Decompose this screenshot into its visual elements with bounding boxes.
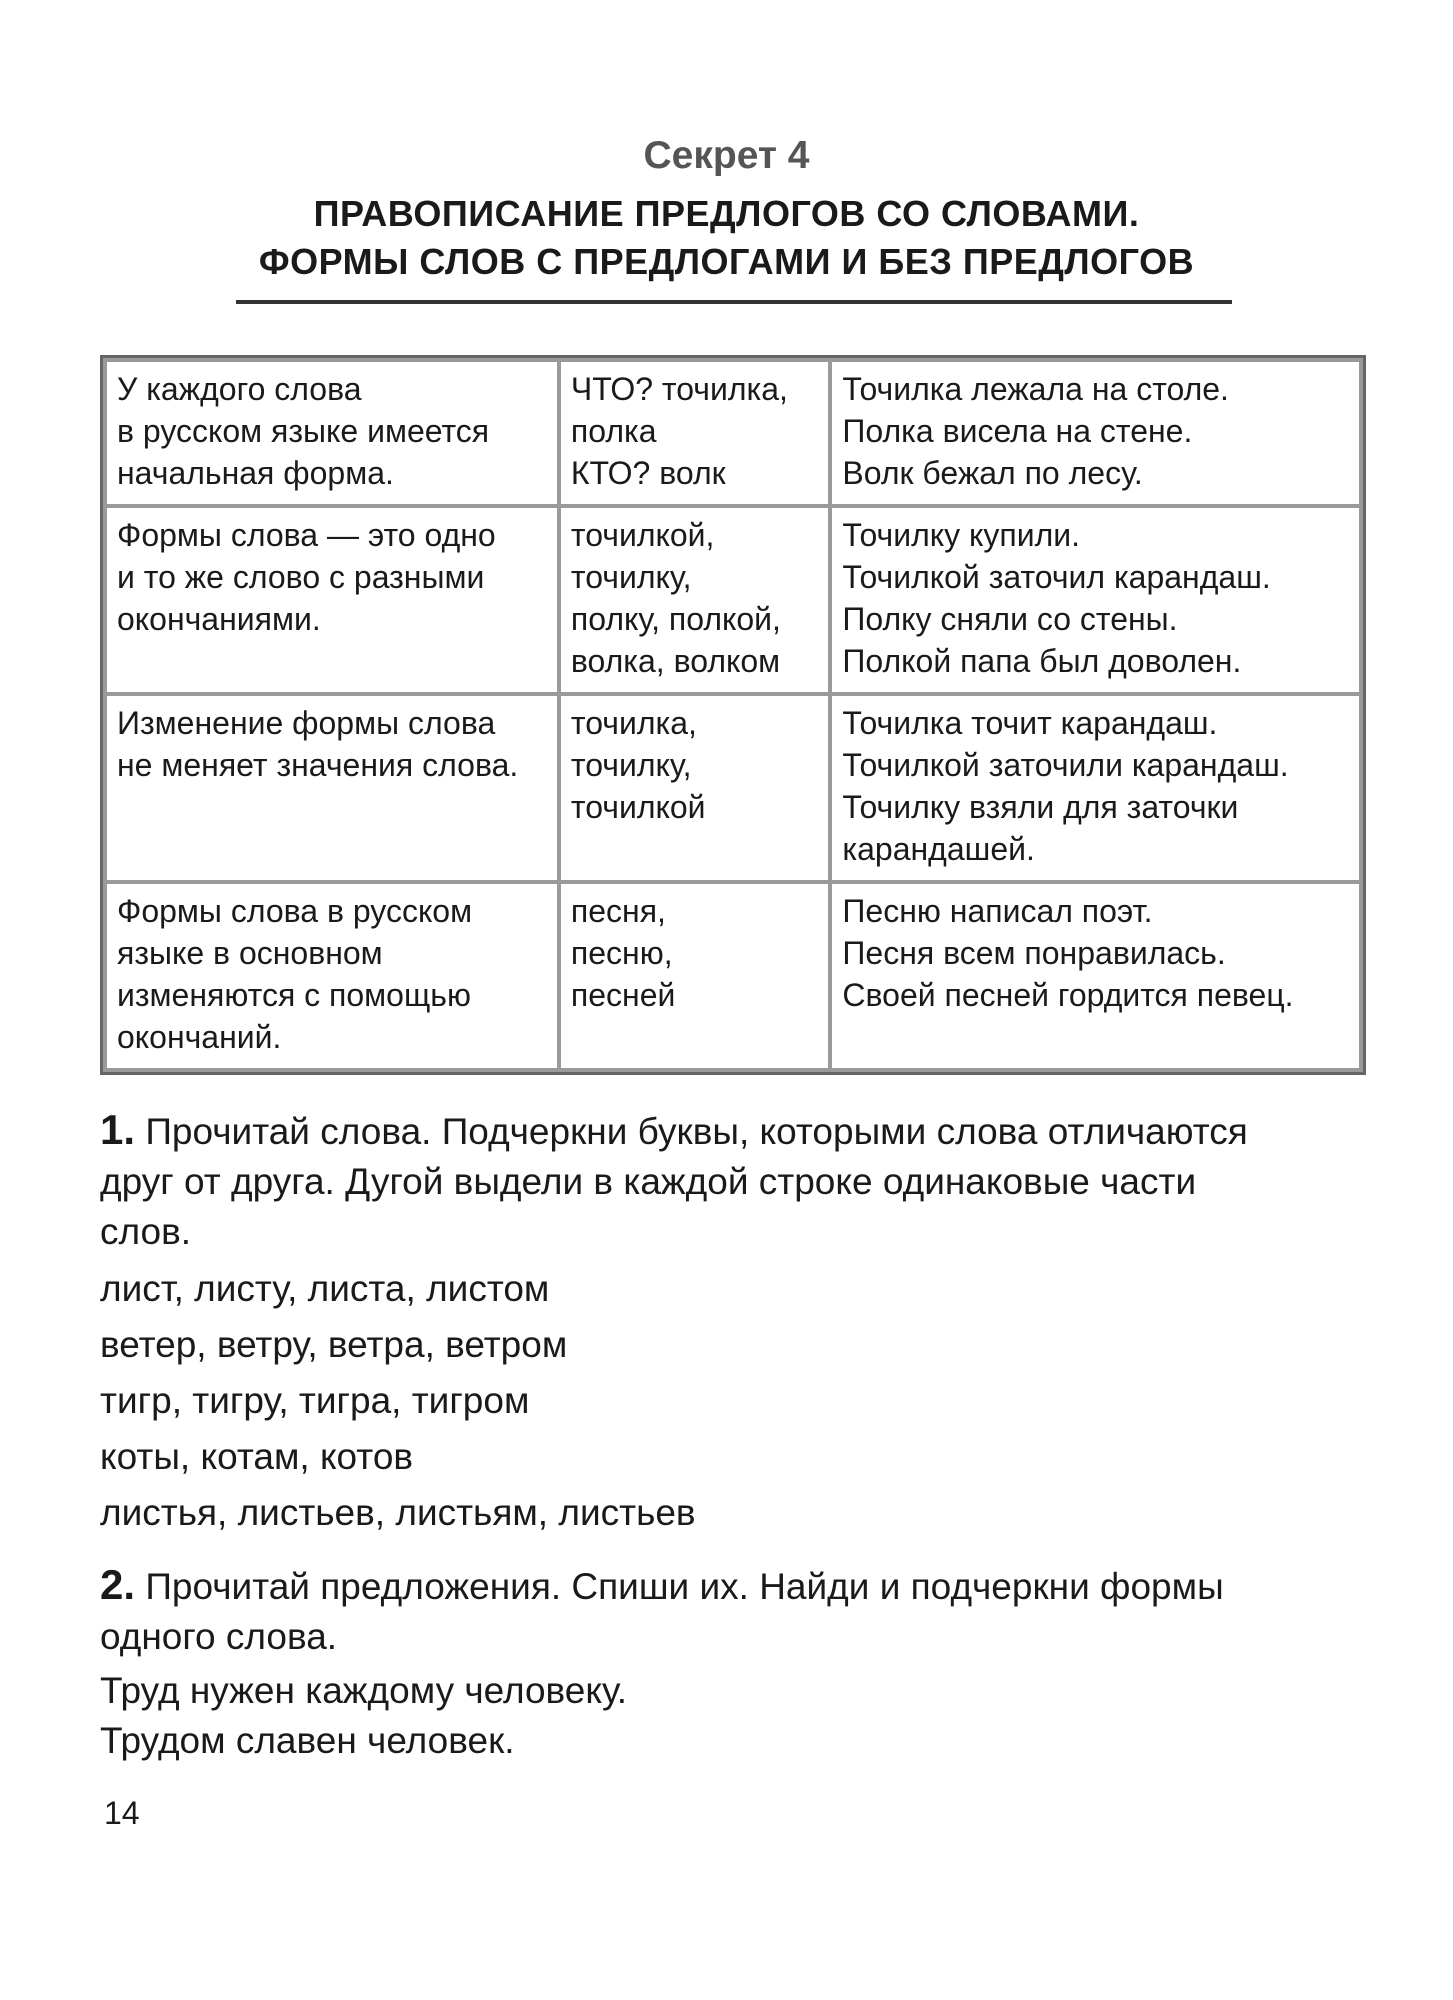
rules-table [100,355,1366,1075]
list-item: ветер, ветру, ветра, ветром [100,1324,568,1365]
forms-cell: точилка, точилку, точилкой [561,696,829,880]
list-item: коты, котам, котов [100,1436,414,1477]
title-underline [236,300,1232,304]
task-number: 2. [100,1561,136,1608]
rule-cell: У каждого слова в русском языке имеется начальная форма. [107,362,557,504]
examples-cell: Точилка точит карандаш. Точилкой заточили карандаш. Точилку взяли для заточки карандашей. [832,696,1359,880]
rule-cell: Изменение формы слова не меняет значения слова. [107,696,557,880]
task-1-instruction: 1. Прочитай слова. Подчеркни буквы, которыми слова отличаются друг от друга. Дугой выдели в каждой строке одинаковые части слов. [100,1106,1248,1252]
examples-cell: Точилка лежала на столе. Полка висела на стене. Волк бежал по лесу. [832,362,1359,504]
forms-cell: точилкой, точилку, полку, полкой, волка, волком [561,508,829,692]
rule-cell: Формы слова в русском языке в основном изменяются с помощью окончаний. [107,884,557,1068]
secret-label: Секрет 4 [643,134,810,177]
table-row [107,508,1359,692]
table-row [107,696,1359,880]
task-1-words [100,1261,1366,1541]
task-2-instruction: 2. Прочитай предложения. Спиши их. Найди и подчеркни формы одного слова. [100,1561,1224,1657]
table-row [107,884,1359,1068]
task-2-sentences [100,1666,1366,1766]
task-2 [100,1560,1366,1766]
title-line-2: ФОРМЫ СЛОВ С ПРЕДЛОГАМИ И БЕЗ ПРЕДЛОГОВ [258,241,1195,282]
task-1 [100,1105,1366,1541]
examples-cell: Песню написал поэт. Песня всем понравилась. Своей песней гордится певец. [832,884,1359,1068]
table-row [107,362,1359,504]
page-number: 14 [104,1795,140,1831]
forms-cell: ЧТО? точилка, полка КТО? волк [561,362,829,504]
title-line-1: ПРАВОПИСАНИЕ ПРЕДЛОГОВ СО СЛОВАМИ. [313,193,1140,234]
rule-cell: Формы слова — это одно и то же слово с разными окончаниями. [107,508,557,692]
list-item: листья, листьев, листьям, листьев [100,1492,696,1533]
page-title [0,190,1453,286]
list-item: Трудом славен человек. [100,1720,515,1761]
list-item: тигр, тигру, тигра, тигром [100,1380,530,1421]
examples-cell: Точилку купили. Точилкой заточил карандаш. Полку сняли со стены. Полкой папа был доволен. [832,508,1359,692]
forms-cell: песня, песню, песней [561,884,829,1068]
task-number: 1. [100,1106,136,1153]
list-item: лист, листу, листа, листом [100,1268,550,1309]
list-item: Труд нужен каждому человеку. [100,1670,628,1711]
